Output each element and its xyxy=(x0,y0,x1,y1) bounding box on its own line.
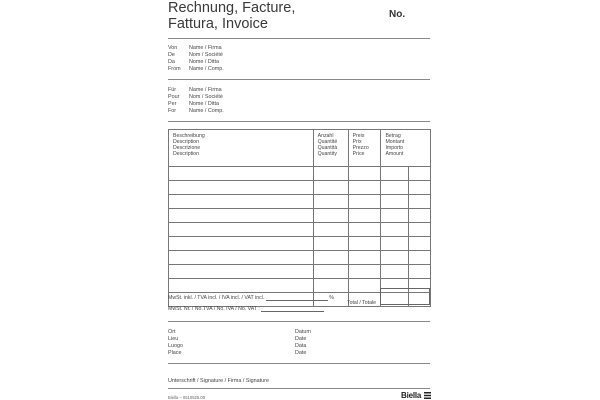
quantity-cell[interactable] xyxy=(313,223,348,237)
divider xyxy=(168,79,430,80)
amount-cents-cell[interactable] xyxy=(409,223,431,237)
from-row xyxy=(168,52,224,59)
to-value: Name / Firma xyxy=(189,87,222,93)
amount-cents-cell[interactable] xyxy=(409,167,431,181)
header-text: Description xyxy=(173,139,199,145)
date-label: Date xyxy=(295,336,307,342)
price-cell[interactable] xyxy=(348,181,381,195)
price-cell[interactable] xyxy=(348,279,381,293)
amount-cell[interactable] xyxy=(381,265,409,279)
date-block xyxy=(295,329,311,357)
price-cell[interactable] xyxy=(348,167,381,181)
header-quantity xyxy=(313,130,348,167)
amount-cents-cell[interactable] xyxy=(409,237,431,251)
table-row xyxy=(169,265,431,279)
header-text: Description xyxy=(173,151,199,157)
header-text: Importo xyxy=(385,145,404,151)
quantity-cell[interactable] xyxy=(313,195,348,209)
divider xyxy=(168,388,430,389)
brand-logo-text: Biella xyxy=(401,391,422,400)
place-label: Ort xyxy=(168,329,176,335)
place-label: Lieu xyxy=(168,336,179,342)
price-cell[interactable] xyxy=(348,237,381,251)
decimal-divider xyxy=(408,289,409,304)
quantity-cell[interactable] xyxy=(313,181,348,195)
amount-cell[interactable] xyxy=(381,251,409,265)
to-value: Nome / Ditta xyxy=(189,101,219,107)
amount-cents-cell[interactable] xyxy=(409,181,431,195)
description-cell[interactable] xyxy=(169,251,314,265)
header-text: Quantité xyxy=(317,139,338,145)
vat-rate-field[interactable] xyxy=(266,295,328,301)
to-block xyxy=(168,87,224,115)
to-row xyxy=(168,101,224,108)
from-value: Nome / Ditta xyxy=(189,59,219,65)
table-row xyxy=(169,223,431,237)
header-text: Price xyxy=(352,151,365,157)
quantity-cell[interactable] xyxy=(313,209,348,223)
amount-cell[interactable] xyxy=(381,223,409,237)
from-row xyxy=(168,66,224,73)
signature-label: Unterschrift / Signature / Firma / Signature xyxy=(168,378,269,384)
from-key: Da xyxy=(168,59,175,65)
from-row xyxy=(168,59,224,66)
vat-number-field[interactable] xyxy=(261,306,324,312)
to-row xyxy=(168,94,224,101)
amount-cell[interactable] xyxy=(381,209,409,223)
page-title xyxy=(168,0,398,32)
price-cell[interactable] xyxy=(348,209,381,223)
description-cell[interactable] xyxy=(169,195,314,209)
to-key: For xyxy=(168,108,177,114)
header-text: Anzahl xyxy=(317,133,334,139)
price-cell[interactable] xyxy=(348,251,381,265)
header-text: Amount xyxy=(385,151,404,157)
amount-cents-cell[interactable] xyxy=(409,209,431,223)
vat-number-line xyxy=(168,306,324,312)
amount-cents-cell[interactable] xyxy=(409,265,431,279)
table-row xyxy=(169,181,431,195)
divider xyxy=(168,321,430,322)
title-line-1: Rechnung, Facture, xyxy=(168,0,296,16)
header-text: Montant xyxy=(385,139,405,145)
table-row xyxy=(169,237,431,251)
header-text: Descrizione xyxy=(173,145,201,151)
header-text: Preis xyxy=(352,133,365,139)
to-key: Für xyxy=(168,87,177,93)
from-key: From xyxy=(168,66,181,72)
table-row xyxy=(169,195,431,209)
amount-cell[interactable] xyxy=(381,167,409,181)
divider xyxy=(168,38,430,39)
place-label: Place xyxy=(168,350,182,356)
header-text: Quantità xyxy=(317,145,338,151)
header-text: Betrag xyxy=(385,133,401,139)
from-key: Von xyxy=(168,45,178,51)
header-description xyxy=(169,130,314,167)
vat-number-label: MwSt. Nr. / No.TVA / No. IVA / No. VAT : xyxy=(168,306,260,312)
invoice-number-label: No. xyxy=(389,9,406,20)
amount-cell[interactable] xyxy=(381,237,409,251)
quantity-cell[interactable] xyxy=(313,279,348,293)
date-label: Datum xyxy=(295,329,311,335)
total-label: Total / Totale xyxy=(347,300,377,306)
brand-logo-icon xyxy=(424,392,431,399)
table-row xyxy=(169,167,431,181)
description-cell[interactable] xyxy=(169,279,314,293)
table-row xyxy=(169,209,431,223)
to-value: Nom / Société xyxy=(189,94,223,100)
amount-cell[interactable] xyxy=(381,195,409,209)
to-key: Per xyxy=(168,101,177,107)
place-label: Luogo xyxy=(168,343,183,349)
title-line-2: Fattura, Invoice xyxy=(168,16,268,32)
from-row xyxy=(168,45,224,52)
amount-cell[interactable] xyxy=(381,181,409,195)
price-cell[interactable] xyxy=(348,223,381,237)
header-text: Quantity xyxy=(317,151,337,157)
vat-included-line xyxy=(168,295,334,301)
divider xyxy=(168,363,430,364)
description-cell[interactable] xyxy=(169,237,314,251)
to-value: Name / Comp. xyxy=(189,108,224,114)
header-amount xyxy=(381,130,431,167)
from-value: Name / Comp. xyxy=(189,66,224,72)
quantity-cell[interactable] xyxy=(313,167,348,181)
date-label: Data xyxy=(295,343,307,349)
header-text: Beschreibung xyxy=(173,133,205,139)
table-row xyxy=(169,251,431,265)
to-row xyxy=(168,87,224,94)
quantity-cell[interactable] xyxy=(313,251,348,265)
description-cell[interactable] xyxy=(169,265,314,279)
percent-sign: % xyxy=(329,295,334,301)
line-items-table xyxy=(168,129,431,307)
date-label: Date xyxy=(295,350,307,356)
description-cell[interactable] xyxy=(169,181,314,195)
header-text: Prix xyxy=(352,139,362,145)
to-row xyxy=(168,108,224,115)
price-cell[interactable] xyxy=(348,265,381,279)
amount-cents-cell[interactable] xyxy=(409,195,431,209)
header-text: Prezzo xyxy=(352,145,369,151)
from-block xyxy=(168,45,224,73)
from-value: Name / Firma xyxy=(189,45,222,51)
from-key: De xyxy=(168,52,175,58)
place-block xyxy=(168,329,183,357)
header-price xyxy=(348,130,381,167)
to-key: Pour xyxy=(168,94,180,100)
price-cell[interactable] xyxy=(348,195,381,209)
vat-included-label: MwSt. inkl. / TVA incl. / IVA incl. / VAT incl. xyxy=(168,295,265,301)
from-value: Nom / Société xyxy=(189,52,223,58)
total-amount-field[interactable] xyxy=(380,288,430,305)
divider xyxy=(168,121,430,122)
quantity-cell[interactable] xyxy=(313,265,348,279)
description-cell[interactable] xyxy=(169,167,314,181)
description-cell[interactable] xyxy=(169,223,314,237)
description-cell[interactable] xyxy=(169,209,314,223)
amount-cents-cell[interactable] xyxy=(409,251,431,265)
product-code: Biella – 0510525.00 xyxy=(168,395,206,400)
quantity-cell[interactable] xyxy=(313,237,348,251)
